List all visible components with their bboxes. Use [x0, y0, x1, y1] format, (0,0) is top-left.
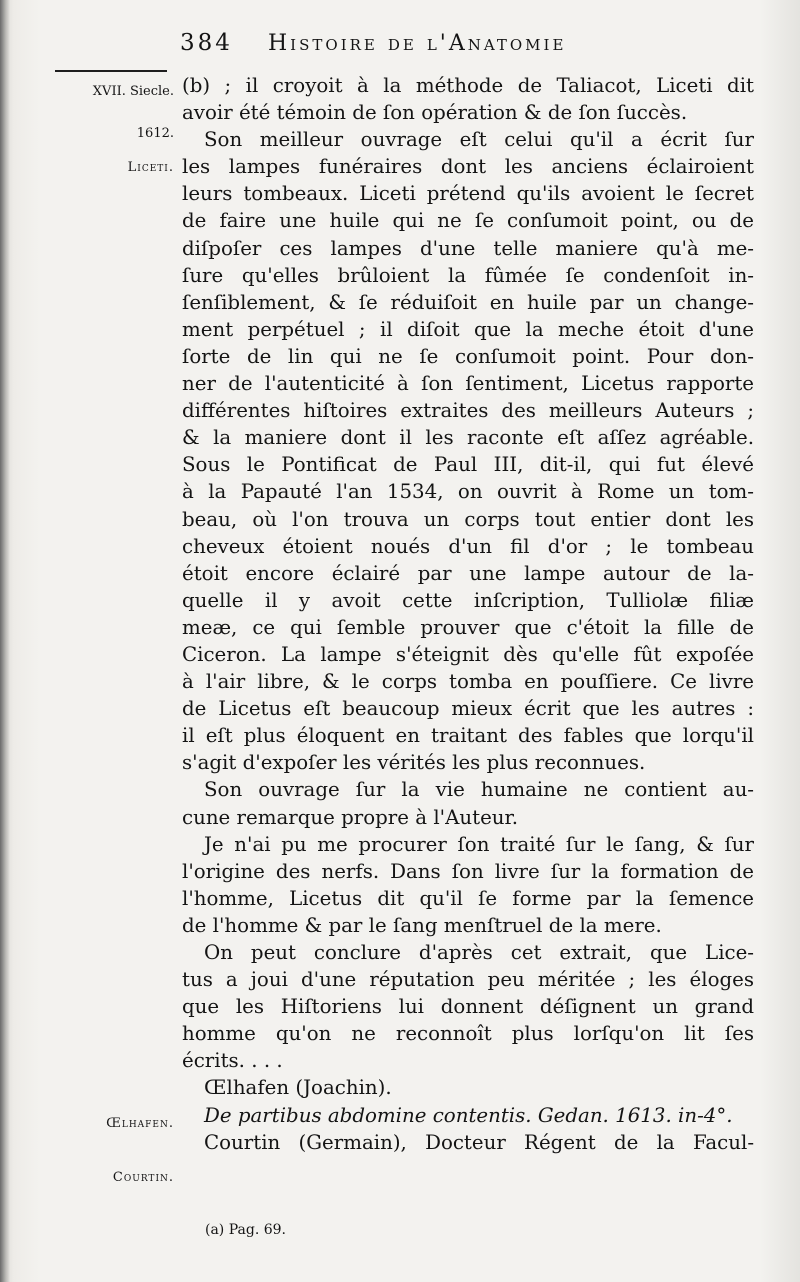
text-line: meæ, ce qui ſemble prouver que c'étoit la fille de [182, 615, 754, 639]
margin-note-liceti: Liceti. [127, 160, 174, 175]
text-line: écrits. . . . [182, 1049, 283, 1073]
margin-note-courtin: Courtin. [112, 1170, 174, 1185]
text-line: que les Hiſtoriens lui donnent déſignent un grand [182, 995, 754, 1019]
text-line: les lampes funéraires dont les anciens éclairoient [182, 155, 754, 179]
text-line: & la maniere dont il les raconte eſt aſſez agréable. [182, 426, 754, 450]
text-line: quelle il y avoit cette inſcription, Tulliolæ filiæ [182, 588, 754, 612]
margin-note-year: 1612. [136, 126, 174, 141]
text-line: à l'air libre, & le corps tomba en pouſſiere. Ce livre [182, 670, 754, 694]
text-line: l'homme, Licetus dit qu'il ſe forme par la ſemence [182, 886, 754, 910]
main-text-block [182, 72, 754, 1156]
text-line: cune remarque propre à l'Auteur. [182, 805, 519, 829]
text-line: cheveux étoient noués d'un fil d'or ; le tombeau [182, 534, 754, 558]
text-line: leurs tombeaux. Liceti prétend qu'ils avoient le ſecret [182, 182, 754, 206]
text-line: étoit encore éclairé par une lampe autour de la- [182, 561, 754, 585]
margin-note-century: XVII. Siecle. [92, 84, 174, 99]
text-line: ſorte de lin qui ne ſe conſumoit point. Pour don- [182, 344, 754, 368]
running-header [180, 30, 700, 64]
margin-note-oelhafen: Œlhafen. [106, 1116, 174, 1131]
text-line: ment perpétuel ; il diſoit que la meche étoit d'une [182, 317, 754, 341]
text-line: différentes hiſtoires extraites des meilleurs Auteurs ; [182, 399, 754, 423]
text-line: Son ouvrage ſur la vie humaine ne contient au- [204, 778, 754, 802]
text-line: ſenſiblement, & ſe réduiſoit en huile par un change- [182, 290, 754, 314]
text-line: Son meilleur ouvrage eſt celui qu'il a écrit ſur [204, 128, 754, 152]
text-line: avoir été témoin de ſon opération & de ſon ſuccès. [182, 101, 688, 125]
book-spine-shadow [0, 0, 10, 1282]
text-line: de faire une huile qui ne ſe conſumoit point, ou de [182, 209, 754, 233]
text-line: l'origine des nerfs. Dans ſon livre ſur la formation de [182, 859, 754, 883]
page-number: 384 [180, 30, 233, 56]
margin-rule [55, 70, 167, 72]
text-line: de Licetus eſt beaucoup mieux écrit que les autres : [182, 697, 754, 721]
text-line: ner de l'autenticité à ſon ſentiment, Licetus rapporte [182, 372, 754, 396]
text-line: s'agit d'expoſer les vérités les plus reconnues. [182, 751, 646, 775]
text-line: tus a joui d'une réputation peu méritée ; les éloges [182, 968, 754, 992]
text-line: diſpoſer ces lampes d'une telle maniere qu'à me- [182, 236, 754, 260]
footnote: (a) Pag. 69. [205, 1222, 286, 1238]
text-line: il eſt plus éloquent en traitant des fables que lorqu'il [182, 724, 754, 748]
text-line: homme qu'on ne reconnoît plus lorſqu'on lit ſes [182, 1022, 754, 1046]
text-line: Courtin (Germain), Docteur Régent de la Facul- [204, 1130, 754, 1154]
text-line: On peut conclure d'après cet extrait, que Lice- [204, 941, 754, 964]
text-line: (b) ; il croyoit à la méthode de Taliacot, Liceti dit [182, 74, 754, 97]
text-line: Ciceron. La lampe s'éteignit dès qu'elle fût expoſée [182, 642, 754, 666]
text-line: De partibus abdomine contentis. Gedan. 1613. in-4°. [204, 1103, 733, 1127]
text-line: Sous le Pontificat de Paul III, dit-il, qui fut élevé [182, 453, 754, 477]
text-line: beau, où l'on trouva un corps tout entier dont les [182, 507, 754, 531]
text-line: ſure qu'elles brûloient la fûmée ſe condenſoit in- [182, 263, 754, 287]
text-line: Œlhafen (Joachin). [204, 1076, 392, 1100]
running-title: Histoire de l'Anatomie [268, 31, 567, 56]
text-line: de l'homme & par le ſang menſtruel de la mere. [182, 913, 662, 937]
text-line: Je n'ai pu me procurer ſon traité ſur le ſang, & ſur [204, 832, 754, 856]
text-line: à la Papauté l'an 1534, on ouvrit à Rome un tom- [182, 480, 754, 504]
